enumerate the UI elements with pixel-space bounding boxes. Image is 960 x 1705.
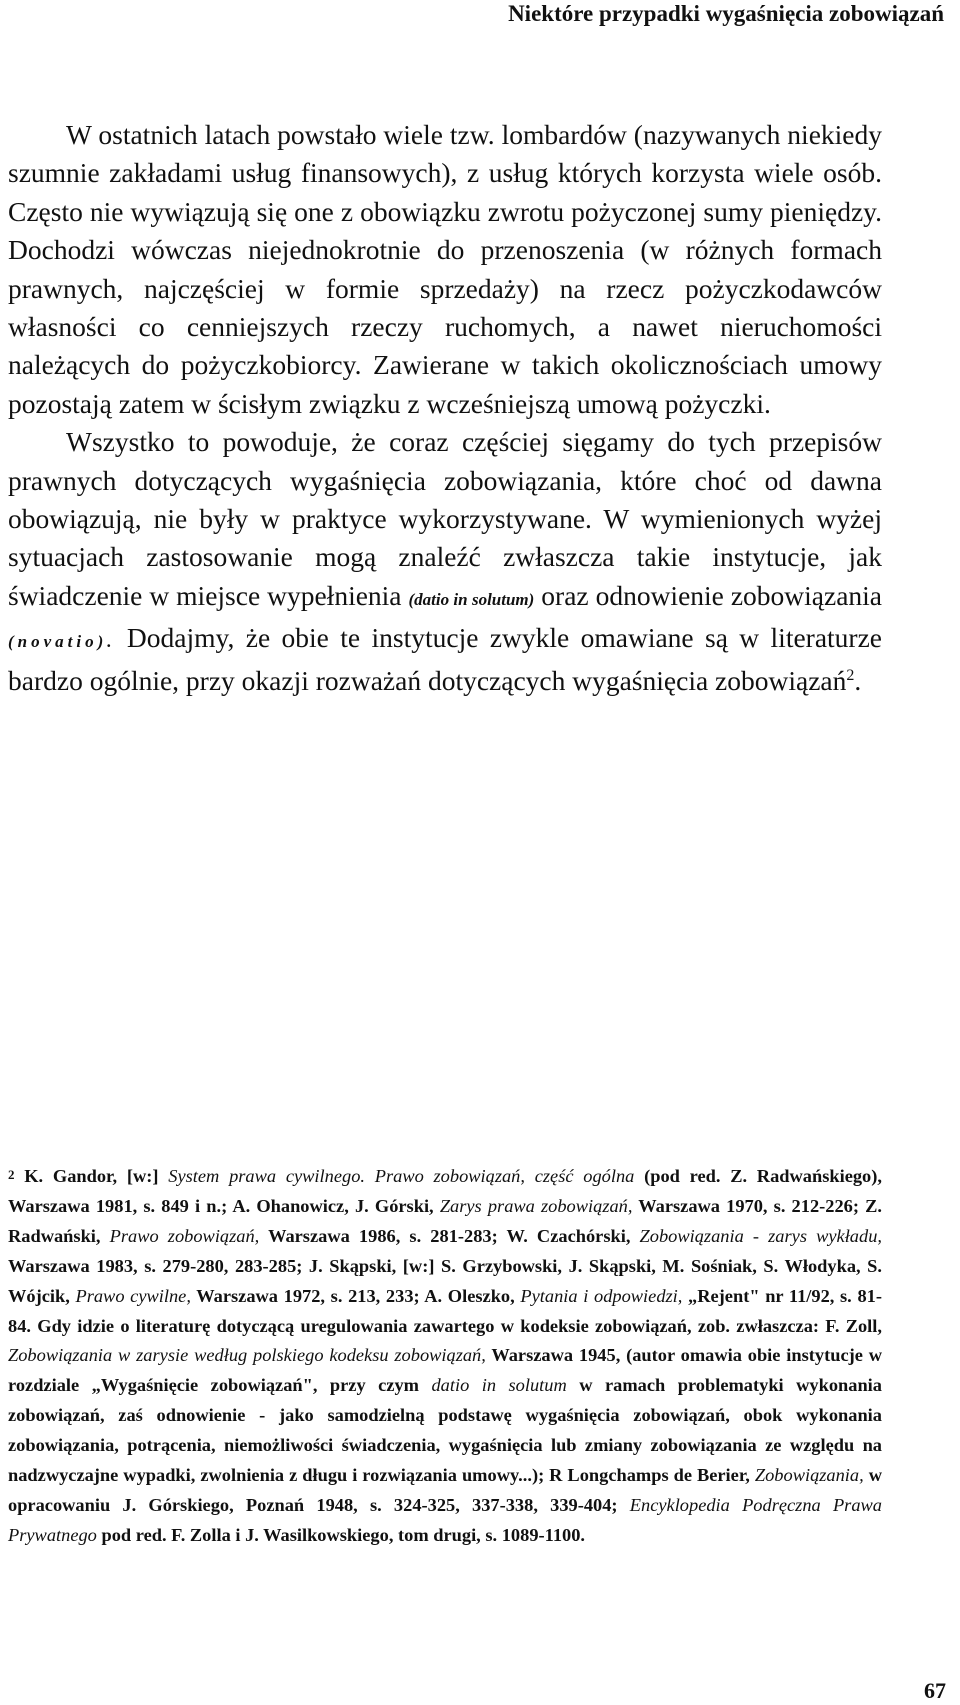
paragraph-lombards: W ostatnich latach powstało wiele tzw. lombardów (nazywanych niekiedy szumnie zakładami usług finansowych), z usług których korzysta wiele osób. Często nie wywiązują się one z obowiązku zwrotu pożyczonej sumy pieniędzy. Dochodzi wówczas niejednokrotnie do przenoszenia (w różnych formach prawnych, najczęściej w formie sprzedaży) na rzecz pożyczkodawców własności co cenniejszych rzeczy ruchomych, a nawet nieruchomości należących do pożyczkobiorcy. Zawierane w takich okolicznościach umowy pozostają zatem w ścisłym związku z wcześniejszą umową pożyczki. (8, 119, 882, 419)
paragraph-text: Wszystko to powoduje, że coraz częściej sięgamy do tych przepisów prawnych dotyczących wygaśnięcia zobowiązania, które choć od dawna obowiązują, nie były w praktyce wykorzystywane. W wymienionych wyżej sytuacjach zastosowanie mogą znaleźć zwłaszcza takie instytucje, jak świadczenie w miejsce wypełnienia (8, 426, 882, 611)
latin-term-datio: (datio in solutum) (408, 589, 535, 609)
citation-title: Prawo cywilne, (75, 1285, 191, 1306)
footnote (8, 1162, 882, 1551)
citation-title: Prawo zobowiązań, (109, 1225, 260, 1246)
citation: Warszawa 1945, (autor omawia obie instytucje w rozdziale „Wygaśnięcie zobowiązań", przy czym (8, 1345, 882, 1396)
running-header: Niektóre przypadki wygaśnięcia zobowiązań (508, 1, 944, 26)
page-number: 67 (924, 1678, 946, 1703)
citation-title: Encyklopedia Podręczna Prawa Prywatnego (8, 1494, 882, 1545)
latin-term-novatio: (novatio). (8, 632, 116, 652)
paragraph-text: oraz odnowienie zobowiązania (541, 579, 883, 611)
citation: „Rejent" nr 11/92, s. 81-84. Gdy idzie o literaturę dotyczącą uregulowania zawartego w kodeksie zobowiązań, zob. zwłaszcza: F. Zoll, (8, 1285, 882, 1336)
footnote-reference[interactable]: 2 (846, 666, 855, 684)
citation: pod red. F. Zolla i J. Wasilkowskiego, tom drugi, s. 1089-1100. (101, 1524, 585, 1545)
paragraph-institutions (8, 423, 882, 700)
citation: K. Gandor, [w:] (24, 1166, 159, 1186)
citation-title: Zobowiązania - zarys wykładu, (639, 1225, 882, 1246)
citation-title: System prawa cywilnego. Prawo zobowiązań, część ogólna (168, 1166, 635, 1186)
citation: w ramach problematyki wykonania zobowiązań, zaś odnowienie - jako samodzielną podstawę wygaśnięcia zobowiązań, obok wykonania zobowiązania, potrącenia, niemożliwości świadczenia, wygaśnięcia lub zmiany zobowiązania ze względu na nadzwyczajne wypadki, zwolnienia z długu i rozwiązania umowy...); R Longchamps de Berier, (8, 1375, 882, 1486)
citation: w opracowaniu J. Górskiego, Poznań 1948, s. 324-325, 337-338, 339-404; (8, 1465, 882, 1515)
citation: Warszawa 1970, s. 212-226; Z. Radwański, (8, 1195, 882, 1246)
citation: (pod red. Z. Radwańskiego), Warszawa 1981, s. 849 i n.; A. Ohanowicz, J. Górski, (8, 1166, 882, 1216)
paragraph-text: Dodajmy, że obie te instytucje zwykle omawiane są w literaturze bardzo ogólnie, przy okazji rozważań dotyczących wygaśnięcia zobowiązań (8, 622, 882, 696)
footnote-text (8, 1162, 882, 1551)
footnote-marker: 2 (8, 1167, 15, 1182)
citation-latin-term: datio in solutum (431, 1375, 567, 1396)
citation-title: Zobowiązania w zarysie według polskiego kodeksu zobowiązań, (8, 1345, 486, 1366)
citation: Warszawa 1986, s. 281-283; W. Czachórski, (268, 1225, 631, 1246)
paragraph-end: . (854, 664, 862, 696)
citation-title: Pytania i odpowiedzi, (520, 1285, 683, 1306)
main-text (8, 116, 882, 700)
citation-title: Zarys prawa zobowiązań, (439, 1195, 633, 1216)
citation: Warszawa 1972, s. 213, 233; A. Oleszko, (196, 1285, 515, 1306)
citation-title: Zobowiązania, (754, 1465, 864, 1486)
citation: Warszawa 1983, s. 279-280, 283-285; J. Skąpski, [w:] S. Grzybowski, J. Skąpski, M. Sośniak, S. Włodyka, S. Wójcik, (8, 1255, 882, 1306)
